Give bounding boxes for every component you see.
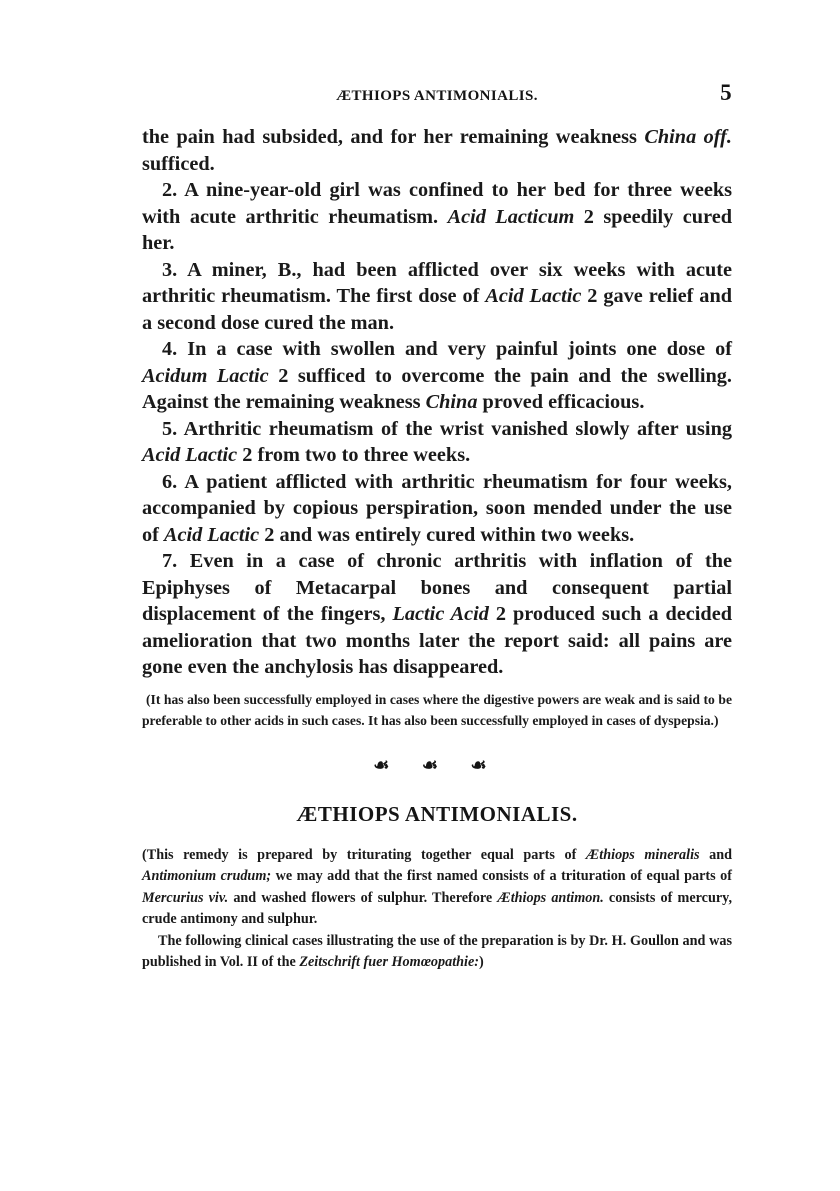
- text-run: consists of mercury, crude antimony and sulphur.: [142, 889, 733, 927]
- running-title: ÆTHIOPS ANTIMONIALIS.: [336, 88, 538, 104]
- case-paragraph: [142, 257, 732, 337]
- section-divider-ornament: ☙ ☙ ☙: [373, 754, 501, 775]
- text-run: sufficed.: [142, 152, 215, 175]
- text-run: 7. Even in a case of chronic arthritis with inflation of the Epiphyses of Metacarpal bones and consequent partial displacement of the fingers,: [142, 550, 732, 625]
- intro-paragraph: [142, 931, 732, 974]
- text-run: The following clinical cases illustrating the use of the preparation is by Dr. H. Goullon and was published in Vol. II of the: [142, 932, 732, 970]
- text-run: and washed flowers of sulphur. Therefore: [228, 889, 498, 906]
- text-run: 3. A miner, B., had been afflicted over six weeks with acute arthritic rheumatism. The first dose of: [142, 258, 732, 307]
- text-run: 2 sufficed to overcome the pain and the swelling. Against the remaining weakness: [142, 364, 732, 413]
- note-paragraph: [142, 689, 732, 731]
- text-run: 5. Arthritic rheumatism of the wrist vanished slowly after using: [162, 417, 732, 440]
- italic-term: China off.: [644, 126, 732, 148]
- italic-term: Acidum Lactic: [142, 364, 269, 387]
- italic-term: Æthiops antimon.: [497, 889, 604, 906]
- parenthetical-note: [142, 689, 732, 731]
- text-run: and: [699, 846, 733, 863]
- italic-term: Antimonium crudum;: [142, 868, 272, 884]
- italic-term: Mercurius viv.: [142, 889, 229, 906]
- italic-term: Zeitschrift fuer Homœopathie:: [299, 954, 480, 970]
- text-run: 4. In a case with swollen and very painful joints one dose of: [162, 338, 732, 360]
- book-page: [142, 80, 732, 974]
- italic-term: Acid Lactic: [163, 523, 260, 546]
- italic-term: Æthiops mineralis: [585, 846, 700, 863]
- italic-term: Acid Lactic: [142, 444, 238, 466]
- text-run: we may add that the first named consists of a trituration of equal parts of: [271, 868, 732, 884]
- text-run: 2 speedily cured her.: [142, 205, 732, 254]
- intro-paragraph: [142, 845, 732, 931]
- continuation-paragraph: [142, 124, 732, 177]
- text-run: (It has also been successfully employed in cases where the digestive powers are weak and is said to be preferable to other acids in such cases. It has also been successfully employed in cases of dyspepsia.): [142, 691, 732, 728]
- running-head: [142, 80, 732, 110]
- text-run: 6. A patient afflicted with arthritic rheumatism for four weeks, accompanied by copious perspiration, soon mended under the use of: [142, 470, 732, 546]
- italic-term: Acid Lactic: [485, 285, 582, 307]
- section-intro: [142, 845, 732, 974]
- text-run: 2 produced such a decided amelioration that two months later the report said: all pains are gone even the anchylosis has disappeared.: [142, 603, 732, 678]
- text-run: the pain had subsided, and for her remaining weakness: [142, 126, 645, 148]
- text-run: ): [479, 954, 484, 970]
- italic-term: Acid Lacticum: [447, 205, 575, 228]
- text-run: 2 from two to three weeks.: [237, 444, 471, 466]
- text-run: proved efficacious.: [477, 391, 645, 413]
- text-run: 2 and was entirely cured within two weeks.: [259, 523, 635, 546]
- case-paragraph: [142, 548, 732, 681]
- case-paragraph: [142, 177, 732, 257]
- text-run: 2. A nine-year-old girl was confined to her bed for three weeks with acute arthritic rheumatism.: [142, 179, 732, 228]
- italic-term: China: [425, 391, 478, 413]
- body-text: [142, 124, 732, 681]
- case-paragraph: [142, 469, 732, 549]
- case-paragraph: [142, 336, 732, 416]
- italic-term: Lactic Acid: [392, 603, 489, 625]
- text-run: (This remedy is prepared by triturating together equal parts of: [142, 846, 586, 863]
- text-run: 2 gave relief and a second dose cured the man.: [142, 285, 732, 334]
- case-paragraph: [142, 416, 732, 469]
- section-title: ÆTHIOPS ANTIMONIALIS.: [296, 801, 578, 826]
- page-number: 5: [720, 80, 732, 105]
